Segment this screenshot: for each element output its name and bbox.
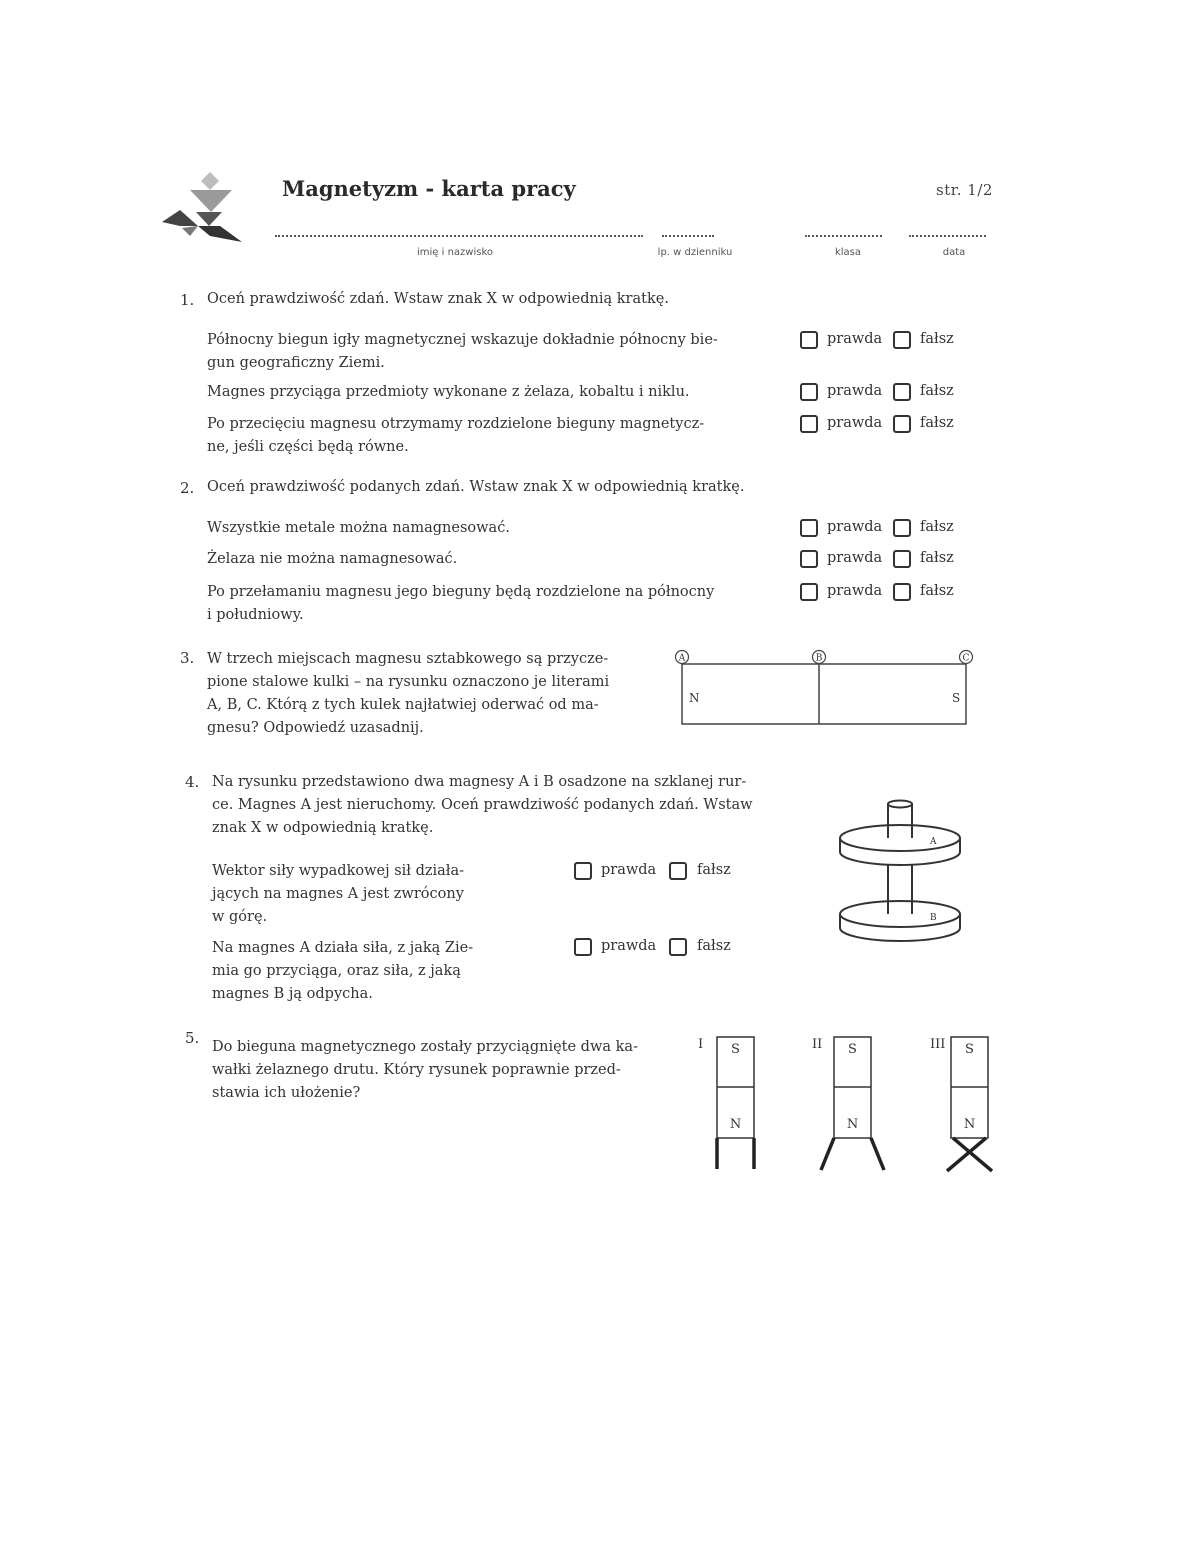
magnet-b-label: B <box>930 913 937 923</box>
q2-s2-false-label: fałsz <box>920 550 954 566</box>
q2-s1-true-label: prawda <box>827 519 883 535</box>
figure-2-wire-right <box>871 1138 884 1170</box>
class-field-line[interactable] <box>805 235 882 237</box>
q1-s2-false-label: fałsz <box>920 383 954 399</box>
q1-s1-false-label: fałsz <box>920 331 954 347</box>
q2-statement-1: Wszystkie metale można namagnesować. <box>207 520 510 536</box>
register-number-field-line[interactable] <box>662 235 714 237</box>
q1-instruction: Oceń prawdziwość zdań. Wstaw znak X w odpowiednią kratkę. <box>207 291 669 307</box>
q4-s2-true-checkbox[interactable] <box>574 938 592 956</box>
q4-text: Na rysunku przedstawiono dwa magnesy A i B osadzone na szklanej rur- ce. Magnes A jest nieruchomy. Oceń prawdziwość podanych zdań. Wstaw znak X w odpowiednią kratkę. <box>212 774 753 836</box>
q2-s1-true-checkbox[interactable] <box>800 519 818 537</box>
north-pole-label: N <box>689 691 700 705</box>
figure-1-south: S <box>731 1042 740 1057</box>
figure-3-north: N <box>963 1117 976 1132</box>
figure-1-label: I <box>698 1037 704 1052</box>
tangram-logo <box>160 170 244 244</box>
magnet-a-label: A <box>930 837 937 847</box>
q2-s3-false-label: fałsz <box>920 583 954 599</box>
q3-number: 3. <box>180 649 195 667</box>
q2-statement-2: Żelaza nie można namagnesować. <box>207 551 458 567</box>
bar-magnet-body <box>682 664 966 724</box>
q1-s3-true-checkbox[interactable] <box>800 415 818 433</box>
q2-number: 2. <box>180 479 195 497</box>
q4-s2-true-label: prawda <box>601 938 657 954</box>
q4-statement-1: Wektor siły wypadkowej sił działa- jących na magnes A jest zwrócony w górę. <box>212 863 465 925</box>
ball-b-label: B <box>815 653 823 664</box>
q5-option-figures <box>690 1030 1000 1176</box>
bar-magnet-figure <box>672 648 978 732</box>
q2-statement-3: Po przełamaniu magnesu jego bieguny będą rozdzielone na północny i południowy. <box>207 584 715 623</box>
ring-magnets-figure <box>834 796 966 948</box>
q4-s1-true-label: prawda <box>601 862 657 878</box>
q2-s2-true-label: prawda <box>827 550 883 566</box>
date-field-label: data <box>942 247 966 258</box>
figure-2-label: II <box>812 1037 823 1052</box>
q1-s3-false-label: fałsz <box>920 415 954 431</box>
q4-s1-true-checkbox[interactable] <box>574 862 592 880</box>
figure-3-label: III <box>930 1037 946 1052</box>
q2-s3-false-checkbox[interactable] <box>893 583 911 601</box>
figure-3-wire-right <box>947 1138 986 1171</box>
q2-s1-false-checkbox[interactable] <box>893 519 911 537</box>
q1-number: 1. <box>180 291 195 309</box>
q1-s2-true-label: prawda <box>827 383 883 399</box>
q2-s1-false-label: fałsz <box>920 519 954 535</box>
q1-s1-false-checkbox[interactable] <box>893 331 911 349</box>
figure-2-north: N <box>846 1117 859 1132</box>
register-number-field-label: lp. w dzienniku <box>657 247 733 258</box>
south-pole-label: S <box>952 691 961 705</box>
figure-3-south: S <box>965 1042 974 1057</box>
magnet-b <box>840 901 960 927</box>
page-title: Magnetyzm - karta pracy <box>282 176 576 201</box>
q4-s2-false-checkbox[interactable] <box>669 938 687 956</box>
ball-a-label: A <box>678 653 686 664</box>
figure-3-wire-left <box>953 1138 992 1171</box>
q4-s2-false-label: fałsz <box>697 938 731 954</box>
q5-number: 5. <box>185 1029 200 1047</box>
date-field-line[interactable] <box>909 235 986 237</box>
q1-s2-true-checkbox[interactable] <box>800 383 818 401</box>
q1-statement-2: Magnes przyciąga przedmioty wykonane z żelaza, kobaltu i niklu. <box>207 384 690 400</box>
q2-s3-true-checkbox[interactable] <box>800 583 818 601</box>
ball-c-label: C <box>962 653 970 664</box>
figure-2-wire-left <box>821 1138 834 1170</box>
q4-statement-2: Na magnes A działa siła, z jaką Zie- mia go przyciąga, oraz siła, z jaką magnes B ją odpycha. <box>212 940 474 1002</box>
q3-text: W trzech miejscach magnesu sztabkowego są przycze- pione stalowe kulki – na rysunku oznaczono je literami A, B, C. Którą z tych kulek najłatwiej oderwać od ma- gnesu? Odpowiedź uzasadnij. <box>207 651 610 736</box>
name-field-label: imię i nazwisko <box>416 247 494 258</box>
class-field-label: klasa <box>834 247 862 258</box>
q4-number: 4. <box>185 773 200 791</box>
figure-1-north: N <box>729 1117 742 1132</box>
q1-statement-1: Północny biegun igły magnetycznej wskazuje dokładnie północny bie- gun geograficzny Ziemi. <box>207 332 718 371</box>
q4-s1-false-label: fałsz <box>697 862 731 878</box>
name-field-line[interactable] <box>275 235 643 237</box>
q2-s2-false-checkbox[interactable] <box>893 550 911 568</box>
q2-s3-true-label: prawda <box>827 583 883 599</box>
q1-s3-false-checkbox[interactable] <box>893 415 911 433</box>
q4-s1-false-checkbox[interactable] <box>669 862 687 880</box>
q1-s3-true-label: prawda <box>827 415 883 431</box>
q5-text: Do bieguna magnetycznego zostały przyciągnięte dwa ka- wałki żelaznego drutu. Który rysunek poprawnie przed- stawia ich ułożenie? <box>212 1039 638 1101</box>
q2-s2-true-checkbox[interactable] <box>800 550 818 568</box>
q2-instruction: Oceń prawdziwość podanych zdań. Wstaw znak X w odpowiednią kratkę. <box>207 479 745 495</box>
q1-s1-true-checkbox[interactable] <box>800 331 818 349</box>
page-number: str. 1/2 <box>936 181 993 199</box>
q1-statement-3: Po przecięciu magnesu otrzymamy rozdzielone bieguny magnetycz- ne, jeśli części będą równe. <box>207 416 705 455</box>
figure-2-south: S <box>848 1042 857 1057</box>
q1-s1-true-label: prawda <box>827 331 883 347</box>
q1-s2-false-checkbox[interactable] <box>893 383 911 401</box>
